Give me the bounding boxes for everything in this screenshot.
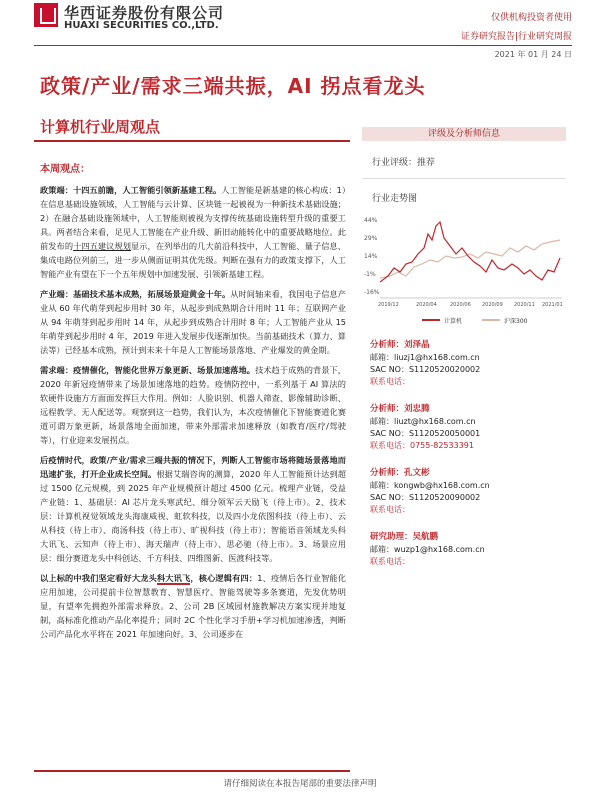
analyst-role: 分析师： (370, 468, 405, 478)
paragraph-highlight: 科大讯飞 (156, 573, 191, 583)
y-tick: 29% (364, 235, 378, 242)
email-value[interactable]: liuzj1@hx168.com.cn (394, 353, 480, 362)
analyst-card (370, 402, 566, 452)
analyst-sac (370, 428, 566, 440)
contact-label: 联系电话： (370, 441, 410, 450)
paragraph-lead: 产业端：基础技术基本成熟，拓展场景迎黄金十年。 (40, 289, 231, 299)
audience-tag: 仅供机构投资者使用 (490, 13, 572, 23)
paragraph-tail: 显示，在列举出的几大前沿科技中，人工智能、量子信息、集成电路位列前三，进一步从侧面证明其优先级。判断在强有力的政策支撑下，人工智能产业有望在下一个五年规划中加速发展、引领新基建工程。 (40, 241, 346, 279)
analyst-email[interactable] (370, 416, 566, 428)
paragraph-text: 1、疫情后各行业智能化应用加速，公司提前卡位智慧教育、智慧医疗、智能驾驶等多条赛道，先发优势明显，有望率先拥抱外部需求释放。2、公司 2B 区域园材施教解决方案实现并地复制，高标准化推动产品化率提升；同时 2C 个性化学习手册+学习机加速渗透，判断公司产品化水平将在 2021 年加速向好。3、公司逐步在 (40, 573, 346, 639)
analyst-list (370, 338, 566, 582)
analyst-name-text: 吴航鹏 (412, 532, 439, 542)
analyst-sac (370, 492, 566, 504)
email-label: 邮箱： (370, 481, 394, 490)
analyst-role: 分析师： (370, 340, 405, 350)
email-label: 邮箱： (370, 545, 394, 554)
analyst-card (370, 338, 566, 388)
paragraph-lead: 需求端：疫情催化，智能化世界万象更新、场景加速落地。 (40, 365, 256, 375)
analyst-email[interactable] (370, 480, 566, 492)
sac-label: SAC NO： (370, 493, 409, 502)
report-type-tag: 证券研究报告|行业研究周报 (460, 32, 572, 42)
sidebar (362, 127, 566, 334)
paragraph-text: 人工智能是新基建的核心构成：1）在信息基础设施领域，人工智能与云计算、区块链一起被视为一种新技术基础设施；2）在融合基础设施领域中，人工智能则被视为支撑传统基础设施转型升级的重要工具。两者结合来看，足见人工智能在产业升级、新旧动能转化中的重要战略地位。此前发布的 (40, 185, 346, 251)
paragraph-lead: 后疫情时代，政策/产业/需求三端共振的情况下，判断人工智能市场将随场景落地而迅速扩张，打开企业成长空间。 (40, 455, 346, 479)
trend-chart-svg (362, 210, 566, 330)
paragraph-lead-2: ，核心逻辑有四： (190, 573, 258, 583)
x-tick: 2020/06 (450, 302, 471, 308)
analyst-contact: 联系电话： (370, 557, 410, 566)
legend-label-b: 沪深300 (504, 318, 528, 325)
analyst-name (370, 338, 566, 350)
x-tick: 2019/12 (378, 302, 399, 308)
analyst-name (370, 530, 566, 542)
x-tick: 2021/01 (542, 302, 563, 308)
report-title: 政策/产业/需求三端共振，AI 拐点看龙头 (40, 74, 426, 98)
analyst-name-text: 刘忠腾 (404, 404, 430, 414)
y-tick: -1% (364, 271, 376, 278)
trend-chart (362, 210, 566, 334)
y-tick: 44% (364, 217, 378, 224)
x-tick: 2020/09 (482, 302, 503, 308)
paragraph-leader (40, 571, 346, 641)
section-heading: 本周观点： (40, 164, 90, 175)
company-logo (34, 3, 58, 27)
report-date: 2021 年 01 月 24 日 (494, 50, 572, 59)
analyst-role: 研究助理： (370, 532, 413, 542)
analyst-sac (370, 364, 566, 376)
email-label: 邮箱： (370, 353, 394, 362)
x-tick: 2020/04 (416, 302, 437, 308)
sac-value: S1120520020002 (408, 365, 481, 374)
sac-value: S1120520090002 (408, 493, 481, 502)
analyst-contact: 联系电话： (370, 505, 410, 514)
industry-rating: 行业评级：推荐 (372, 158, 436, 168)
sac-label: SAC NO： (370, 365, 409, 374)
main-content (34, 140, 350, 772)
phone-value: 0755-82533391 (410, 441, 474, 450)
series-a-line (380, 222, 560, 282)
analyst-contact (370, 440, 566, 452)
analyst-contact: 联系电话： (370, 377, 410, 386)
sac-value: S1120520050001 (408, 429, 481, 438)
analyst-name-text: 孔文彬 (404, 468, 430, 478)
email-label: 邮箱： (370, 417, 394, 426)
analyst-role: 分析师： (370, 404, 405, 414)
analyst-email[interactable] (370, 544, 566, 556)
paragraph-lead: 政策端：十四五前瞻，人工智能引领新基建工程。 (40, 185, 222, 195)
company-name-cn: 华西证券股份有限公司 (64, 4, 225, 22)
email-value[interactable]: kongwb@hx168.com.cn (394, 481, 490, 490)
email-value[interactable]: liuzt@hx168.com.cn (394, 417, 476, 426)
analyst-name (370, 466, 566, 478)
legend-label-a: 计算机 (444, 318, 463, 325)
analyst-name (370, 402, 566, 414)
paragraph-demand (40, 363, 346, 447)
sac-label: SAC NO： (370, 429, 409, 438)
header-divider (34, 45, 572, 46)
paragraph-policy (40, 183, 346, 281)
y-tick: -16% (364, 289, 380, 296)
x-tick: 2020/11 (514, 302, 535, 308)
paragraph-lead: 以上标的中我们坚定看好大龙头 (40, 573, 157, 583)
paragraph-industry (40, 287, 346, 357)
analyst-email[interactable] (370, 352, 566, 364)
paragraph-underline: 十四五建议规划 (73, 241, 131, 251)
y-tick: 14% (364, 253, 378, 260)
report-subtitle: 计算机行业周观点 (40, 118, 161, 136)
paragraph-text: 从时间轴来看，我国电子信息产业从 60 年代萌芽到起步用时 30 年，从起步到成熟期合计用时 11 年；互联网产业从 94 年萌芽到起步用时 14 年，从起步到成熟合计用时 8 年；人工智能产业从 15 年萌芽到起步用时 4 年，2019 年进入发展步伐逐渐加快。当前基础技术（算力、算法等）已经基本成熟，预计到未来十年是人工智能场景落地、产业爆发的黄金期。 (40, 289, 346, 355)
paragraph-market (40, 453, 346, 565)
trend-chart-title: 行业走势图 (372, 194, 418, 204)
sidebar-header: 评级及分析师信息 (362, 127, 566, 141)
paragraph-text: 根据艾瑞咨询的测算，2020 年人工智能预计达到超过 1500 亿元规模，到 2025 年产业规模预计超过 4500 亿元。梳理产业链，受益产业链：1、基础层：AI 芯片龙头寒武纪、细分领军云天励飞（待上市）。2、技术层：计算机视觉领域龙头海康威视、虹软科技，以及四小龙依图科技（待上市）、云从科技（待上市）、商汤科技（待上市）、旷视科技（待上市）；智能语音领域龙头科大讯飞、云知声（待上市）、海天瑞声（待上市）、思必驰（待上市）。3、场景应用层：细分赛道龙头中科创达、千方科技、四维图新、医渡科技等。 (40, 469, 346, 563)
company-name-en: HUAXI SECURITIES CO.,LTD. (64, 20, 219, 31)
analyst-name-text: 刘泽晶 (404, 340, 430, 350)
sidebar-divider (362, 178, 566, 179)
paragraph-text: 技术趋于成熟的背景下，2020 年新冠疫情带来了场景加速落地的趋势。疫情防控中，一系列基于 AI 算法的软硬件设施方方面面发挥巨大作用。例如：人脸识别、机器人筛查、影像辅助诊断、远程教学、无人配送等。观察到这一趋势，我们认为，本次疫情催化下智能赛道化赛道可谓万象更新，场景落地全面加速，带来外部需求加速释放（如教育/医疗/驾驶等），行业迎来发展拐点。 (40, 365, 346, 445)
analyst-card (370, 530, 566, 568)
footer-disclaimer: 请仔细阅读在本报告尾部的重要法律声明 (223, 779, 377, 789)
email-value[interactable]: wuzp1@hx168.com.cn (394, 545, 485, 554)
analyst-card (370, 466, 566, 516)
